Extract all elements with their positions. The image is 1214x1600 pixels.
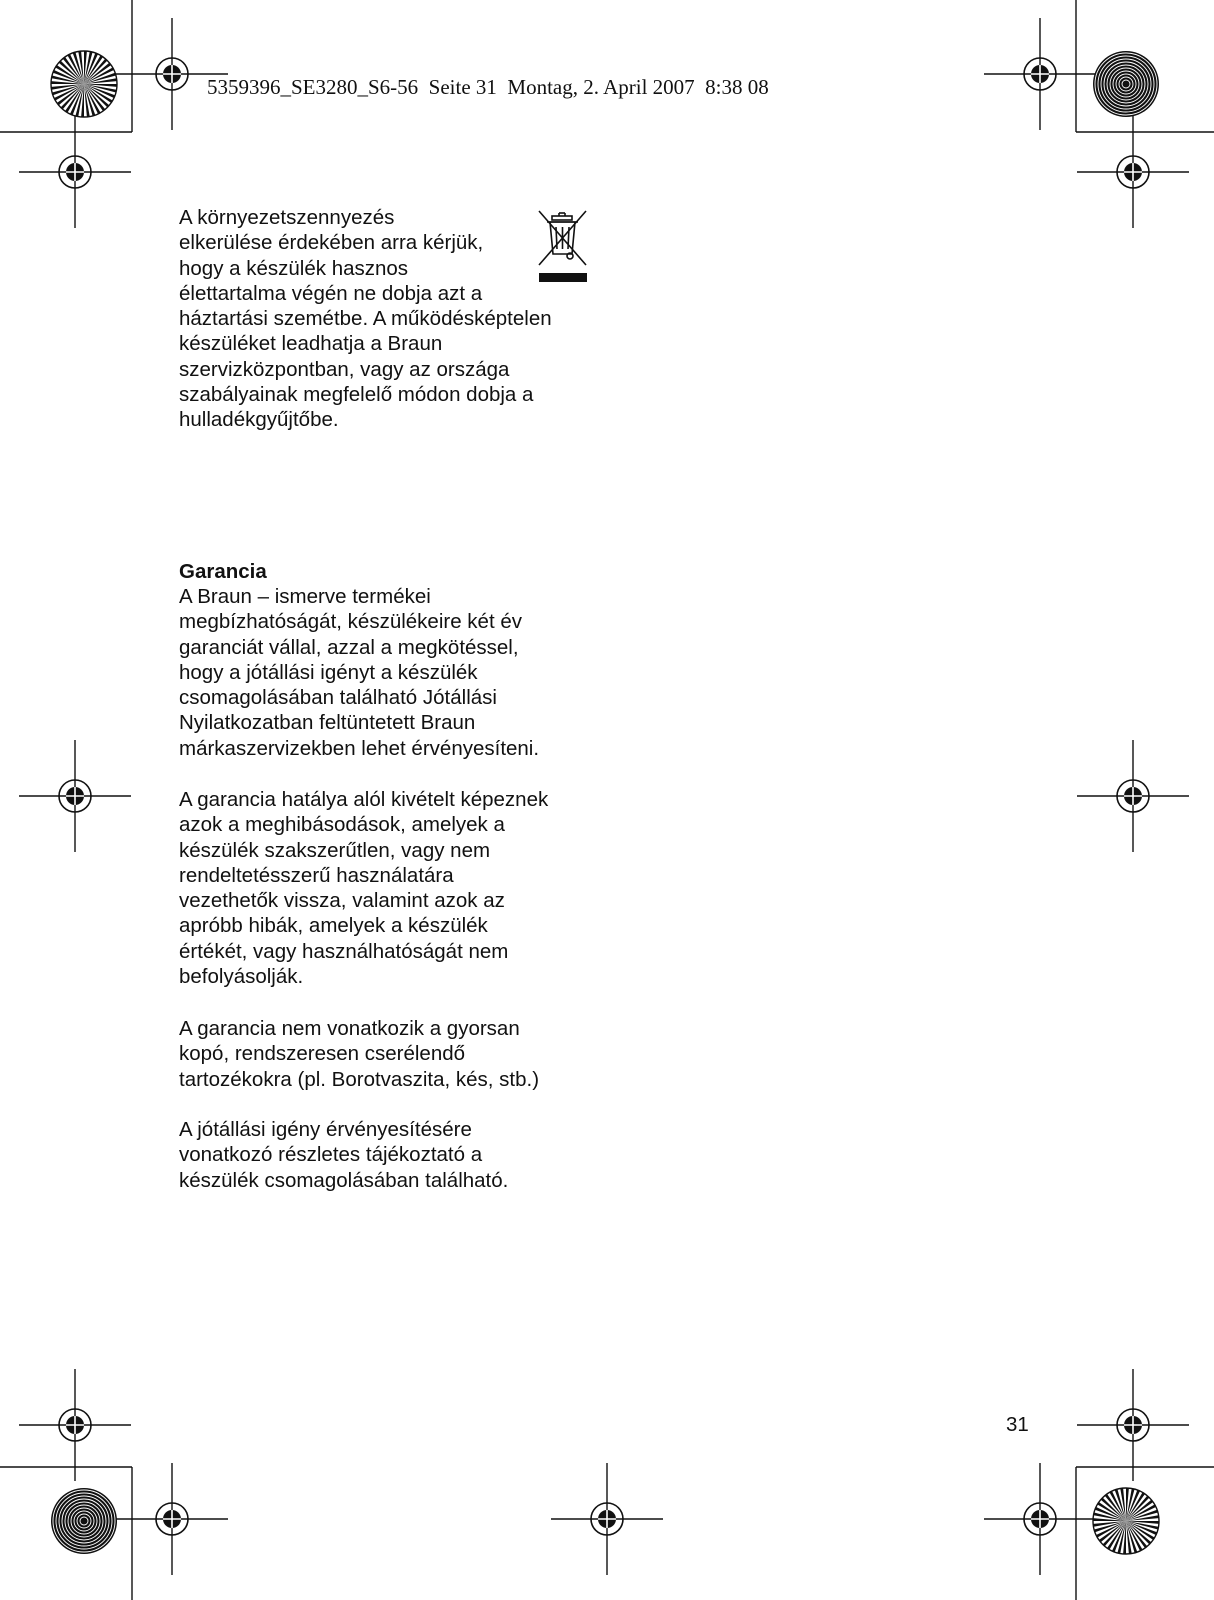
registration-mark-icon [1077,116,1189,228]
warranty-paragraph-2: A garancia hatálya alól kivételt képeznek azok a meghibásodások, amelyek a készülék szakszerűtlen, vagy nem rendeltetésszerű használatára vezethetők vissza, valamint azok az apróbb hibák, amelyek a készülék értékét, vagy használhatóságát nem befolyásolják. [179,788,549,989]
starburst-target-icon [51,51,117,117]
concentric-target-icon [51,1488,117,1554]
environment-notice: A környezetszennyezés elkerülése érdekében arra kérjük, hogy a készülék hasznos élettartalma végén ne dobja azt a háztartási szemétbe. A működésképtelen készüléket leadhatja a Braun szervizközpontban, vagy az országa szabályainak megfelelő módon dobja a hulladékgyűjtőbe. [179,206,552,432]
registration-mark-icon [984,18,1096,130]
starburst-target-icon [1093,1488,1159,1554]
registration-mark-icon [19,740,131,852]
registration-mark-icon [116,1463,228,1575]
print-slug: 5359396_SE3280_S6-56 Seite 31 Montag, 2. April 2007 8:38 08 [207,75,769,99]
registration-mark-icon [1077,1369,1189,1481]
warranty-paragraph-3: A garancia nem vonatkozik a gyorsan kopó, rendszeresen cserélendő tartozékokra (pl. Borotvaszita, kés, stb.) [179,1017,540,1091]
registration-mark-icon [984,1463,1096,1575]
registration-mark-icon [1077,740,1189,852]
warranty-paragraph-4: A jótállási igény érvényesítésére vonatkozó részletes tájékoztató a készülék csomagolásában található. [179,1118,509,1192]
warranty-paragraph-1: A Braun – ismerve termékei megbízhatóságát, készülékeire két év garanciát vállal, azzal a megkötéssel, hogy a jótállási igényt a készülék csomagolásában található Jótállási Nyilatkozatban feltüntetett Braun márkaszervizekben lehet érvényesíteni. [179,585,540,760]
concentric-target-icon [1093,51,1159,117]
registration-mark-icon [551,1463,663,1575]
registration-mark-icon [19,116,131,228]
warranty-heading: Garancia [179,560,267,583]
page-number: 31 [1006,1413,1029,1436]
registration-mark-icon [19,1369,131,1481]
